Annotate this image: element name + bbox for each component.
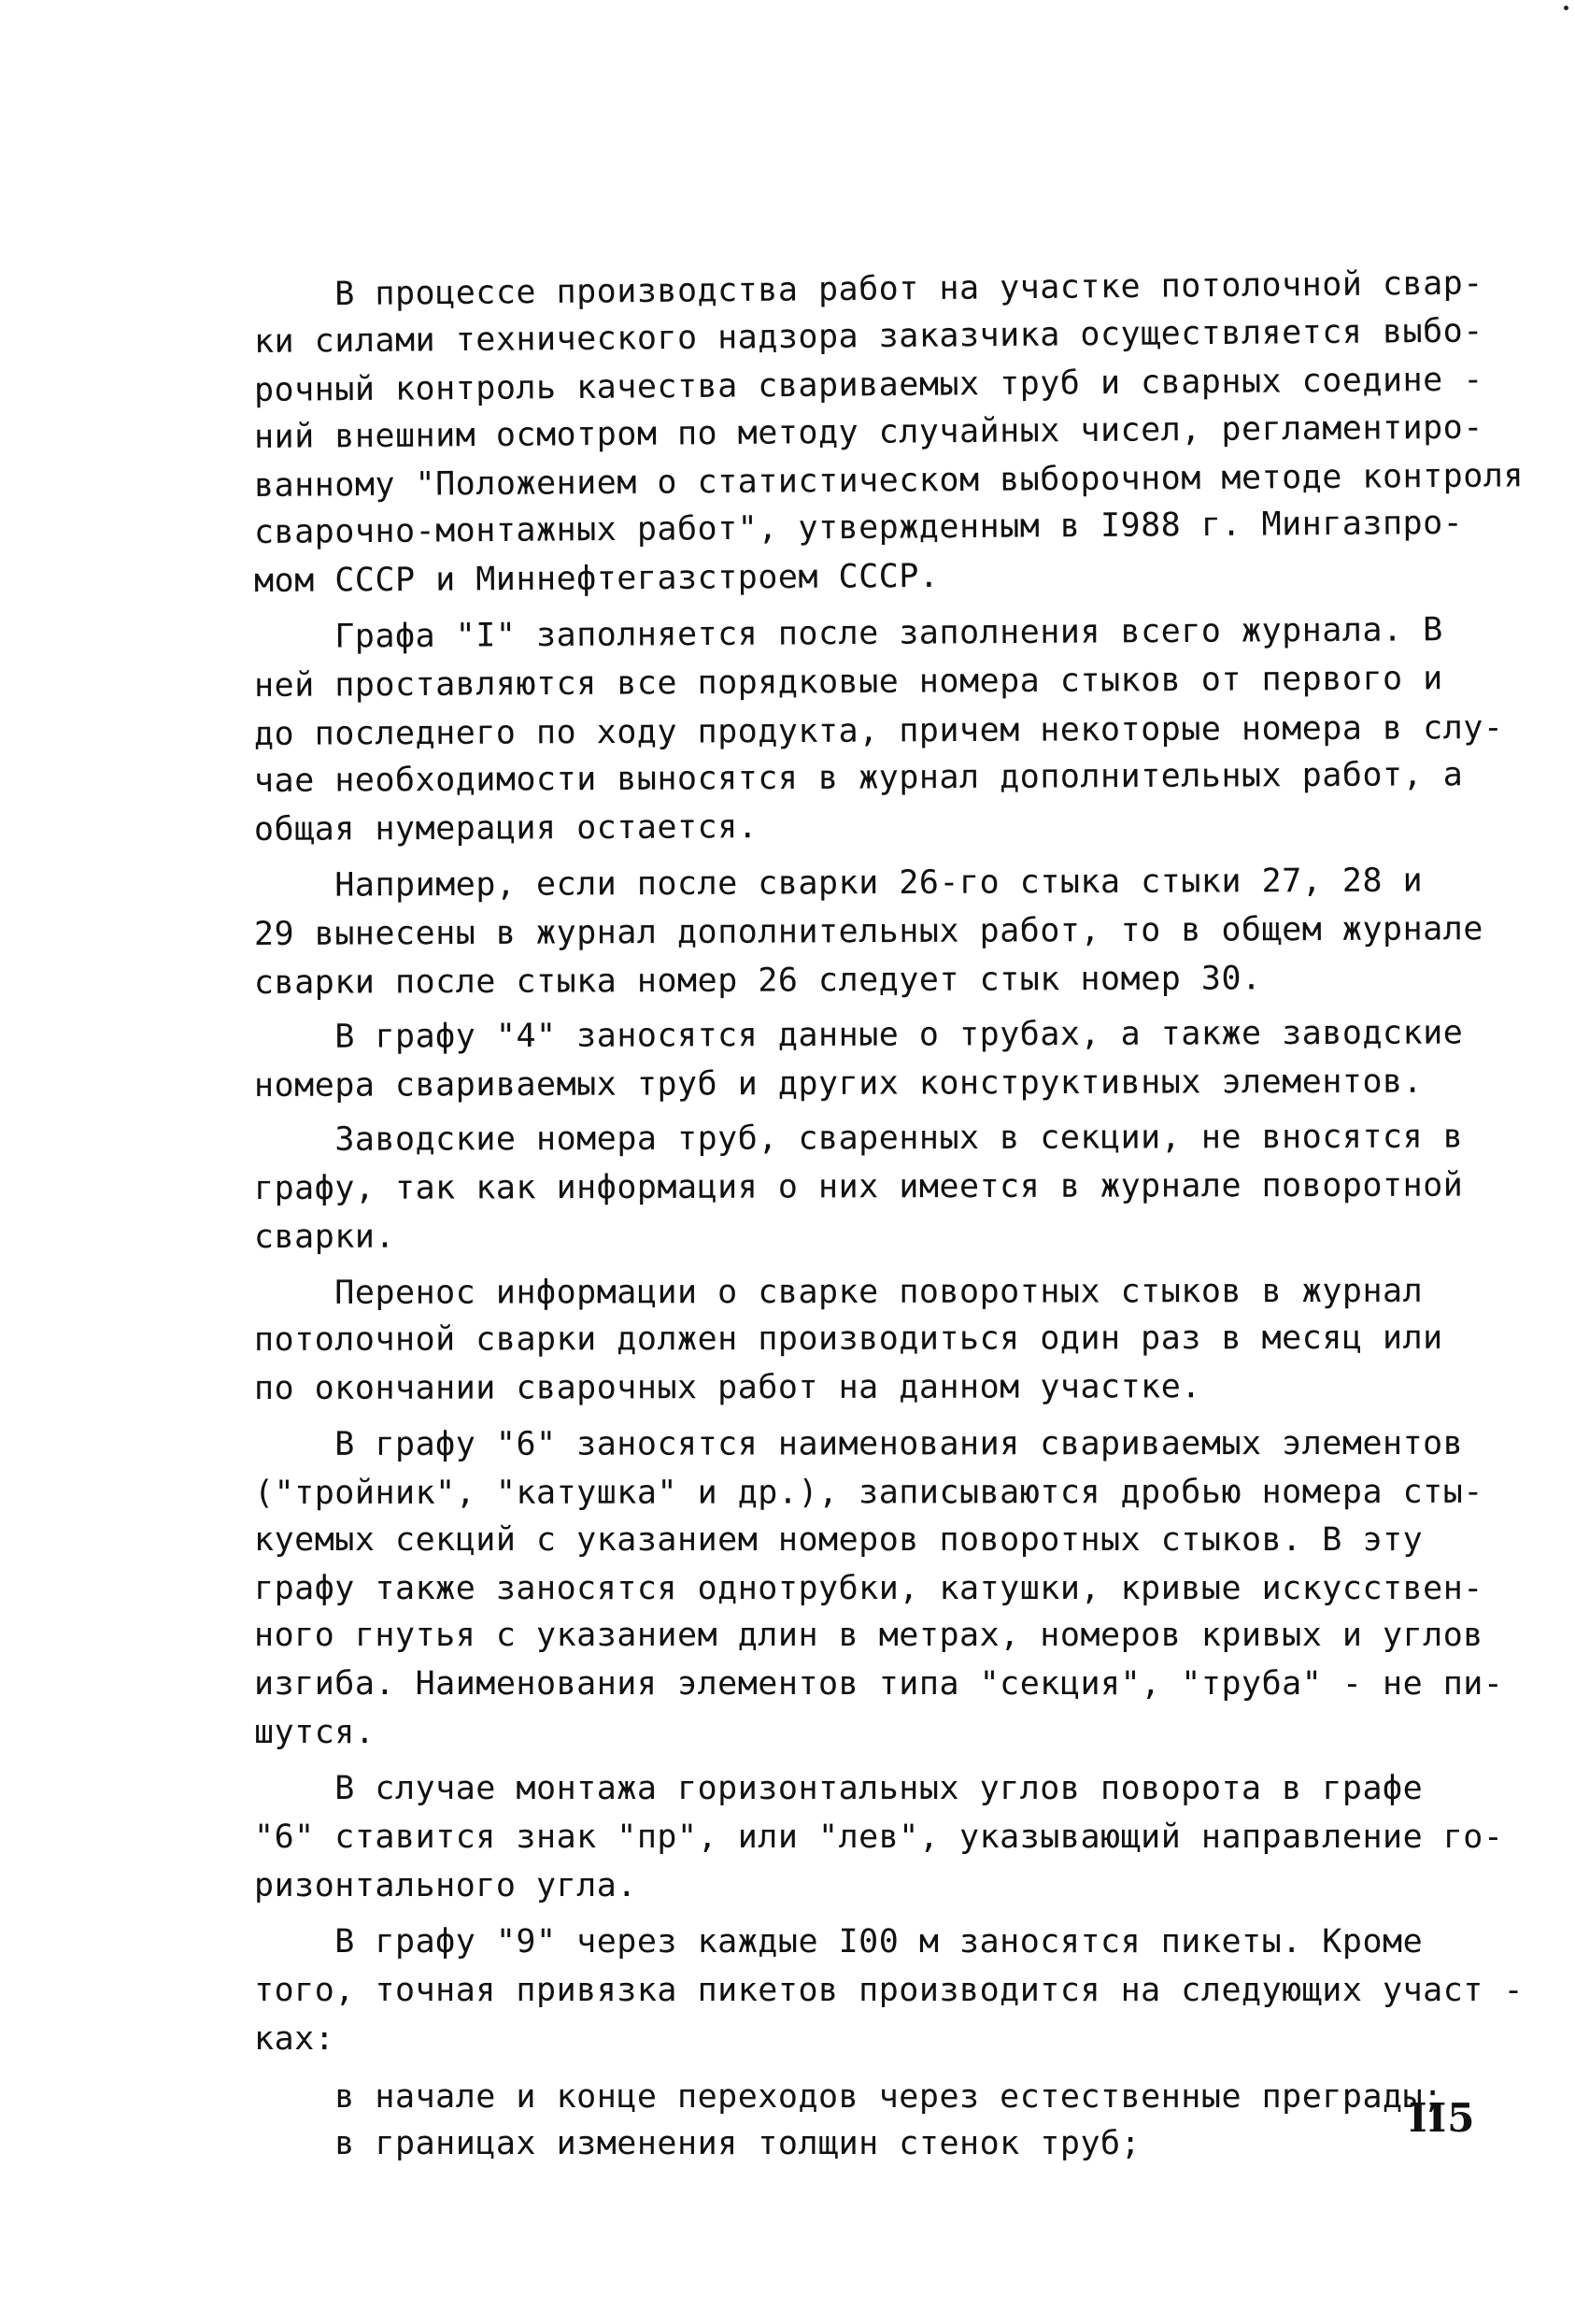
text-line: ки силами технического надзора заказчика осуществляется выбо- [253,312,1484,361]
text-line: графу, так как информация о них имеется в журнале поворотной [253,1166,1464,1207]
text-line: В графу "6" заносятся наименования свариваемых элементов [253,1424,1464,1463]
text-line: В графу "9" через каждые I00 м заносятся пикеты. Кроме [254,1923,1424,1960]
text-line: мом СССР и Миннефтегазстроем СССР. [253,557,940,600]
text-line: ней проставляются все порядковые номера стыков от первого и [253,660,1443,705]
text-line: рочный контроль качества свариваемых труб и сварных соедине - [253,361,1484,409]
text-line: Перенос информации о сварке поворотных стыков в журнал [253,1272,1424,1312]
page-number: II5 [1409,2095,1476,2141]
text-line: ризонтального угла. [254,1867,637,1904]
text-line: Заводские номера труб, сваренных в секции, не вносятся в [253,1118,1464,1159]
text-line: Графа "I" заполняется после заполнения всего журнала. В [253,611,1443,656]
text-line: В графу "4" заносятся данные о трубах, а также заводские [253,1014,1464,1056]
text-line: по окончании сварочных работ на данном участке. [253,1368,1201,1407]
text-line: ("тройник", "катушка" и др.), записываются дробью номера сты- [253,1473,1483,1512]
text-line: шутся. [254,1714,376,1751]
text-line: В случае монтажа горизонтальных углов поворота в графе [254,1770,1424,1807]
text-line: изгиба. Наименования элементов типа "секция", "труба" - не пи- [254,1665,1504,1703]
text-line: ний внешним осмотром по методу случайных чисел, регламентиро- [253,408,1484,456]
text-line: ках: [254,2020,335,2058]
text-line: ного гнутья с указанием длин в метрах, номеров кривых и углов [254,1617,1483,1654]
text-line: Например, если после сварки 26-го стыка стыки 27, 28 и [253,862,1424,905]
text-line: в границах изменения толщин стенок труб; [254,2125,1142,2162]
text-line: "6" ставится знак "пр", или "лев", указывающий направление го- [254,1818,1504,1856]
text-line: общая нумерация остается. [253,808,759,848]
text-line: ванному "Положением о статистическом выборочном методе контроля [253,457,1525,505]
scan-speck [1564,6,1568,10]
text-line: чае необходимости выносятся в журнал дополнительных работ, а [253,756,1464,800]
text-line: куемых секций с указанием номеров поворотных стыков. В эту [254,1521,1424,1559]
text-line: сварочно-монтажных работ", утвержденным в I988 г. Мингазпро- [253,504,1464,551]
text-line: потолочной сварки должен производиться один раз в месяц или [253,1319,1443,1359]
text-line: номера свариваемых труб и других конструктивных элементов. [253,1062,1424,1105]
text-line: В процессе производства работ на участке потолочной свар- [253,264,1484,314]
text-line: того, точная привязка пикетов производится на следующих участ - [254,1972,1525,2009]
text-line: графу также заносятся однотрубки, катушки, кривые искусствен- [254,1570,1483,1607]
text-line: сварки после стыка номер 26 следует стык номер 30. [253,960,1262,1002]
text-line: сварки. [253,1218,396,1256]
text-line: 29 вынесены в журнал дополнительных работ, то в общем журнале [253,910,1483,953]
text-line: до последнего по ходу продукта, причем некоторые номера в слу- [253,708,1504,753]
text-line: в начале и конце переходов через естественные преграды; [254,2078,1443,2116]
